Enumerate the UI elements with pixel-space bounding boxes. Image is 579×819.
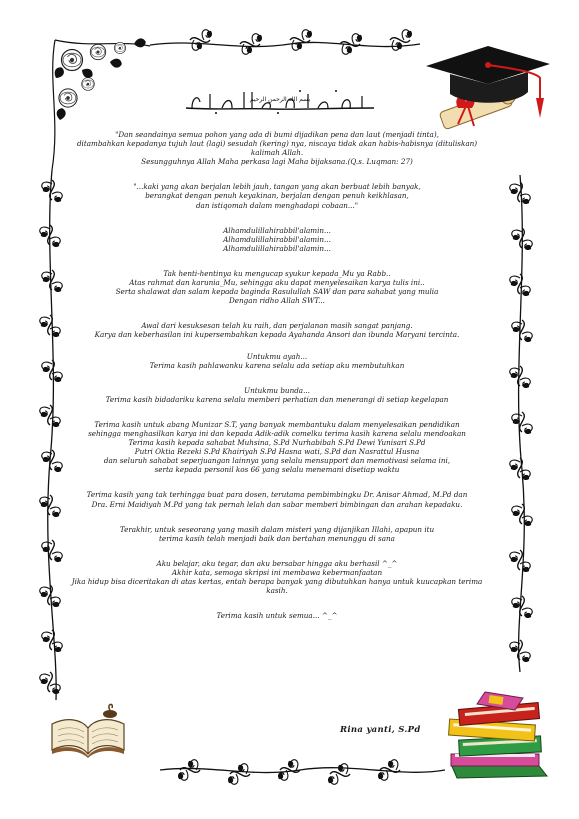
father-line-1: Untukmu ayah...	[246, 351, 308, 361]
friends-line-2: sehingga menghasilkan karya ini dan kepada Adik-adik comelku terima kasih karena selalu mendoakan	[88, 428, 466, 438]
gratitude-line-4: Dengan ridho Allah SWT...	[229, 296, 325, 306]
friends-line-4: Putri Oktia Rezeki S.Pd Khairiyah S.Pd Hasna wati, S.Pd dan Nasrattul Husna	[134, 447, 420, 457]
lecturers-line-2: Dra. Erni Maidiyah M.Pd yang tak pernah lelah dan sabar memberi bimbingan dan arahan kepadaku.	[91, 499, 463, 509]
quote-verse-line-3: Sesungguhnya Allah Maha perkasa lagi Maha bijaksana.(Q.s. Luqman: 27)	[141, 157, 413, 167]
motto-line-2: berangkat dengan penuh keyakinan, berjalan dengan penuh keikhlasan,	[145, 191, 409, 201]
lecturers-line-1: Terima kasih yang tak terhingga buat para dosen, terutama pembimbingku Dr. Anisar Ahmad, M.Pd dan	[86, 490, 468, 500]
mother-line-1: Untukmu bunda...	[244, 385, 310, 395]
friends-line-6: serta kepada personil kos 66 yang selalu menemani disetiap waktu	[154, 465, 400, 475]
parents-line-2: Karya dan keberhasilan ini kupersembahkan kepada Ayahanda Ansori dan ibunda Maryani tercinta.	[94, 330, 460, 340]
gratitude-line-1: Tak henti-hentinya ku mengucap syukur kepada_Mu ya Rabb..	[163, 268, 391, 278]
mother-line-2: Terima kasih bidadariku karena selalu memberi perhatian dan menerangi di setiap kegelapan	[105, 394, 449, 404]
graduation-cap-icon	[418, 38, 556, 138]
friends-line-3: Terima kasih kepada sahabat Muhsina, S.Pd Nurhabibah S.Pd Dewi Yunisari S.Pd	[128, 438, 426, 448]
bismillah-calligraphy	[182, 86, 378, 116]
closing-line-2: Akhir kata, semoga skripsi ini membawa kebermanfaatan	[171, 567, 383, 577]
final-thanks: Terima kasih untuk semua... ^_^	[216, 611, 338, 621]
author-signature: Rina yanti, S.Pd	[340, 725, 421, 735]
quote-verse-line-1: "Dan seandainya semua pohon yang ada di bumi dijadikan pena dan laut (menjadi tinta),	[115, 130, 439, 139]
hamdalah-line-2: Alhamdulillahirabbil'alamin...	[223, 234, 331, 244]
parents-line-1: Awal dari kesuksesan telah ku raih, dan perjalanan masih sangat panjang.	[141, 321, 413, 331]
motto-line-3: dan istiqomah dalam menghadapi cobaan..."	[195, 200, 359, 210]
hamdalah-line-3: Alhamdulillahirabbil'alamin...	[223, 243, 331, 253]
gratitude-line-3: Serta shalawat dan salam kepada baginda Rasulullah SAW dan para sahabat yang mulia	[115, 287, 439, 297]
someone-line-1: Terakhir, untuk seseorang yang masih dalam misteri yang dijanjikan Illahi, apapun itu	[119, 524, 435, 534]
gratitude-line-2: Atas rahmat dan karunia_Mu, sehingga aku dapat menyelesaikan karya tulis ini..	[129, 278, 425, 288]
bismillah-text: بسم الله الرحمن الرحيم	[249, 96, 311, 103]
closing-line-3: Jika hidup bisa diceritakan di atas kertas, entah berapa banyak yang dibutuhkan hanya untuk kuucapkan terima kasih.	[71, 577, 483, 596]
hamdalah-line-1: Alhamdulillahirabbil'alamin...	[223, 225, 331, 235]
open-book-icon	[48, 700, 128, 760]
friends-line-5: dan seluruh sahabat seperjuangan lainnya yang selalu mensupport dan memotivasi selama ini,	[103, 456, 451, 466]
dedication-text	[62, 130, 492, 620]
book-stack-icon	[445, 688, 555, 784]
friends-line-1: Terima kasih untuk abang Munizar S.T, yang banyak membantuku dalam menyelesaikan pendidikan	[94, 419, 460, 429]
father-line-2: Terima kasih pahlawanku karena selalu ada setiap aku membutuhkan	[149, 360, 405, 370]
motto-line-1: "...kaki yang akan berjalan lebih jauh, tangan yang akan berbuat lebih banyak,	[133, 182, 421, 192]
quote-verse-line-2: ditambahkan kepadanya tujuh laut (lagi) sesudah (kering) nya, niscaya tidak akan habis-habisnya (dituliskan) kalimah Allah.	[76, 139, 478, 158]
someone-line-2: terima kasih telah menjadi baik dan bertahan menunggu di sana	[159, 533, 395, 543]
closing-line-1: Aku belajar, aku tegar, dan aku bersabar hingga aku berhasil ^_^	[156, 558, 398, 568]
